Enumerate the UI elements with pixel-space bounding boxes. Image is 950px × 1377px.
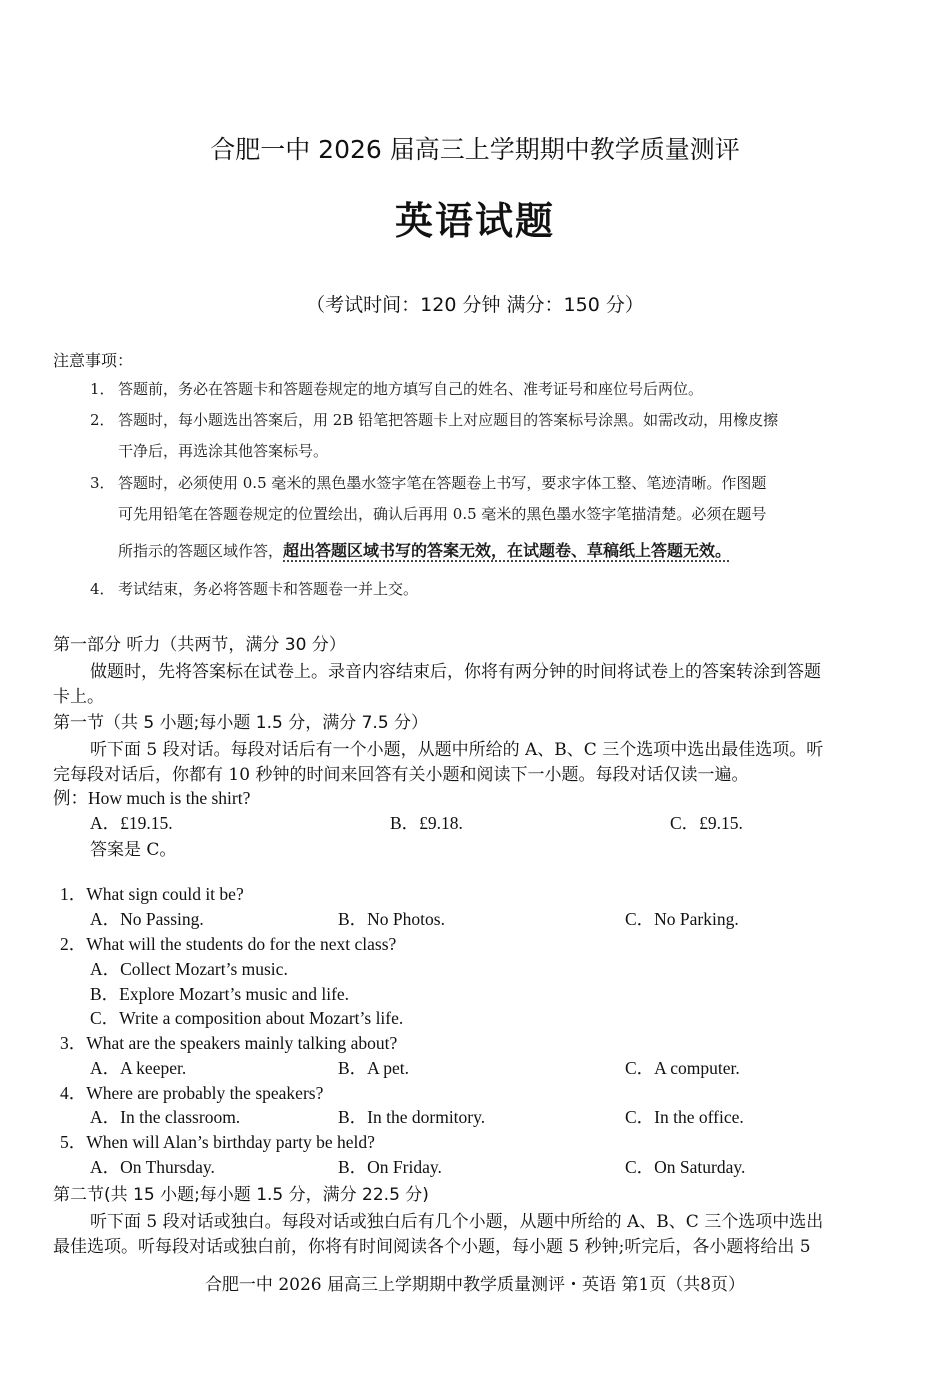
question-1: 1．What sign could it be? xyxy=(60,884,244,904)
example-option-c: C．£9.15. xyxy=(670,813,743,833)
note-text: 所指示的答题区域作答， xyxy=(118,542,284,560)
question-4: 4．Where are probably the speakers? xyxy=(60,1083,324,1103)
q3-option-a: A．A keeper. xyxy=(90,1058,187,1078)
subject-title: 英语试题 xyxy=(394,198,555,243)
note-text: 答题时，必须使用 0.5 毫米的黑色墨水签字笔在答题卷上书写，要求字体工整、笔迹清晰。作图题 xyxy=(118,474,767,492)
note-item-3-last-line xyxy=(118,538,731,561)
question-2: 2．What will the students do for the next class? xyxy=(60,934,397,954)
school-title: 合肥一中 2026 届高三上学期期中教学质量测评 xyxy=(210,135,740,164)
example-answer: 答案是 C。 xyxy=(90,840,177,860)
note-item-2 xyxy=(90,409,778,430)
q1-option-a: A．No Passing. xyxy=(90,909,204,929)
note-number: 1． xyxy=(90,380,115,398)
note-number: 2． xyxy=(90,411,115,429)
q3-option-c: C．A computer. xyxy=(625,1058,740,1078)
part1-intro-line: 卡上。 xyxy=(53,687,104,707)
note-text: 答题时，每小题选出答案后，用 2B 铅笔把答题卡上对应题目的答案标号涂黑。如需改动，用橡皮擦 xyxy=(118,411,779,429)
part1-intro-line: 做题时，先将答案标在试卷上。录音内容结束后，你将有两分钟的时间将试卷上的答案转涂到答题 xyxy=(90,662,821,682)
part1-heading: 第一部分 听力（共两节，满分 30 分） xyxy=(53,635,346,655)
q2-option-b: B．Explore Mozart’s music and life. xyxy=(90,984,350,1004)
section1-heading: 第一节（共 5 小题;每小题 1.5 分，满分 7.5 分） xyxy=(53,713,429,733)
section1-intro-line: 完每段对话后，你都有 10 秒钟的时间来回答有关小题和阅读下一小题。每段对话仅读一遍。 xyxy=(53,765,749,785)
q4-option-b: B．In the dormitory. xyxy=(338,1107,486,1127)
note-item-1 xyxy=(90,378,703,399)
q5-option-c: C．On Saturday. xyxy=(625,1157,746,1177)
section2-intro-line: 最佳选项。听每段对话或独白前，你将有时间阅读各个小题，每小题 5 秒钟;听完后，各小题将给出 5 xyxy=(53,1237,811,1257)
q4-option-c: C．In the office. xyxy=(625,1107,744,1127)
note-text: 可先用铅笔在答题卷规定的位置绘出，确认后再用 0.5 毫米的黑色墨水签字笔描清楚。必须在题号 xyxy=(118,505,767,523)
note-number: 4． xyxy=(90,580,115,598)
q1-option-b: B．No Photos. xyxy=(338,909,445,929)
q5-option-a: A．On Thursday. xyxy=(90,1157,215,1177)
q5-option-b: B．On Friday. xyxy=(338,1157,442,1177)
section1-intro-line: 听下面 5 段对话。每段对话后有一个小题，从题中所给的 A、B、C 三个选项中选出最佳选项。听 xyxy=(90,740,824,760)
page-footer: 合肥一中 2026 届高三上学期期中教学质量测评・英语 第1页（共8页） xyxy=(204,1275,746,1295)
exam-info: （考试时间：120 分钟 满分：150 分） xyxy=(306,294,644,316)
notes-heading: 注意事项： xyxy=(53,351,134,370)
example-question: 例：How much is the shirt? xyxy=(53,788,251,808)
q1-option-c: C．No Parking. xyxy=(625,909,739,929)
section2-heading: 第二节(共 15 小题;每小题 1.5 分，满分 22.5 分) xyxy=(53,1185,429,1205)
q2-option-c: C．Write a composition about Mozart’s life. xyxy=(90,1008,404,1028)
note-text: 考试结束，务必将答题卡和答题卷一并上交。 xyxy=(118,580,419,598)
note-item-4 xyxy=(90,578,418,599)
note-text: 干净后，再选涂其他答案标号。 xyxy=(118,442,329,460)
note-text: 答题前，务必在答题卡和答题卷规定的地方填写自己的姓名、准考证号和座位号后两位。 xyxy=(118,380,704,398)
q2-option-a: A．Collect Mozart’s music. xyxy=(90,959,288,979)
q4-option-a: A．In the classroom. xyxy=(90,1107,241,1127)
example-option-b: B．£9.18. xyxy=(390,813,463,833)
example-option-a: A．£19.15. xyxy=(90,813,173,833)
note-number: 3． xyxy=(90,474,115,492)
note-item-3 xyxy=(90,472,766,493)
q3-option-b: B．A pet. xyxy=(338,1058,409,1078)
section2-intro-line: 听下面 5 段对话或独白。每段对话或独白后有几个小题，从题中所给的 A、B、C 三个选项中选出 xyxy=(90,1212,824,1232)
question-5: 5．When will Alan’s birthday party be held? xyxy=(60,1132,375,1152)
question-3: 3．What are the speakers mainly talking about? xyxy=(60,1033,398,1053)
note-emphasis: 超出答题区域书写的答案无效，在试题卷、草稿纸上答题无效。 xyxy=(283,541,732,560)
